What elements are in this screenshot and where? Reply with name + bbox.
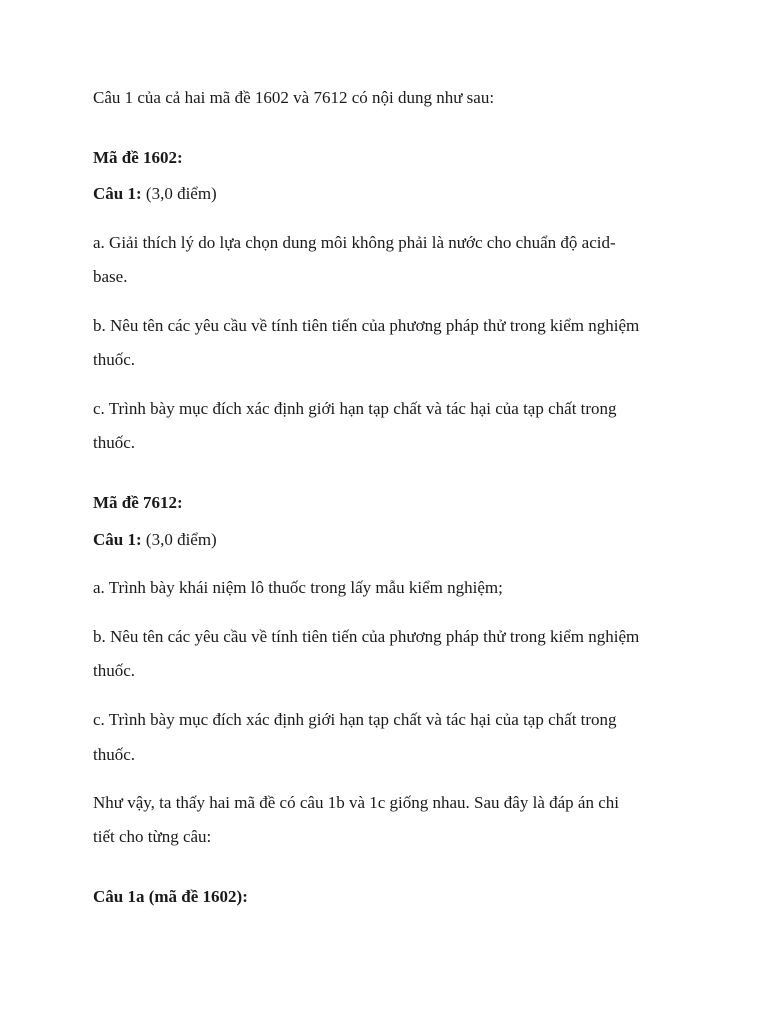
exam-1602-part-c-line-1: c. Trình bày mục đích xác định giới hạn tạp chất và tác hại của tạp chất trong [93, 399, 617, 418]
answer-heading: Câu 1a (mã đề 1602): [93, 887, 248, 906]
exam-7612-heading: Mã đề 7612: [93, 493, 183, 512]
exam-7612-part-b-line-2: thuốc. [93, 661, 136, 680]
exam-1602-question-1 [93, 184, 217, 204]
conclusion-line-2: tiết cho từng câu: [93, 827, 212, 846]
exam-1602-part-a-line-2: base. [93, 267, 128, 286]
exam-7612-part-c-line-1: c. Trình bày mục đích xác định giới hạn tạp chất và tác hại của tạp chất trong [93, 710, 617, 729]
question-label: Câu 1: [93, 184, 142, 203]
exam-1602-part-b-line-2: thuốc. [93, 350, 136, 369]
exam-7612-part-c-line-2: thuốc. [93, 745, 136, 764]
exam-7612-part-b-line-1: b. Nêu tên các yêu cầu về tính tiên tiến của phương pháp thử trong kiểm nghiệm [93, 627, 640, 646]
question-points: (3,0 điểm) [141, 184, 217, 203]
exam-1602-part-a-line-1: a. Giải thích lý do lựa chọn dung môi không phải là nước cho chuẩn độ acid- [93, 233, 616, 252]
exam-7612-part-a-line-1: a. Trình bày khái niệm lô thuốc trong lấy mẫu kiểm nghiệm; [93, 578, 503, 597]
exam-1602-part-c-line-2: thuốc. [93, 433, 136, 452]
exam-1602-heading: Mã đề 1602: [93, 148, 183, 167]
intro-text: Câu 1 của cả hai mã đề 1602 và 7612 có nội dung như sau: [93, 88, 495, 107]
question-points: (3,0 điểm) [141, 530, 217, 549]
conclusion-line-1: Như vậy, ta thấy hai mã đề có câu 1b và 1c giống nhau. Sau đây là đáp án chi [93, 793, 619, 812]
exam-1602-part-b-line-1: b. Nêu tên các yêu cầu về tính tiên tiến của phương pháp thử trong kiểm nghiệm [93, 316, 640, 335]
question-label: Câu 1: [93, 530, 142, 549]
exam-7612-question-1 [93, 530, 217, 550]
